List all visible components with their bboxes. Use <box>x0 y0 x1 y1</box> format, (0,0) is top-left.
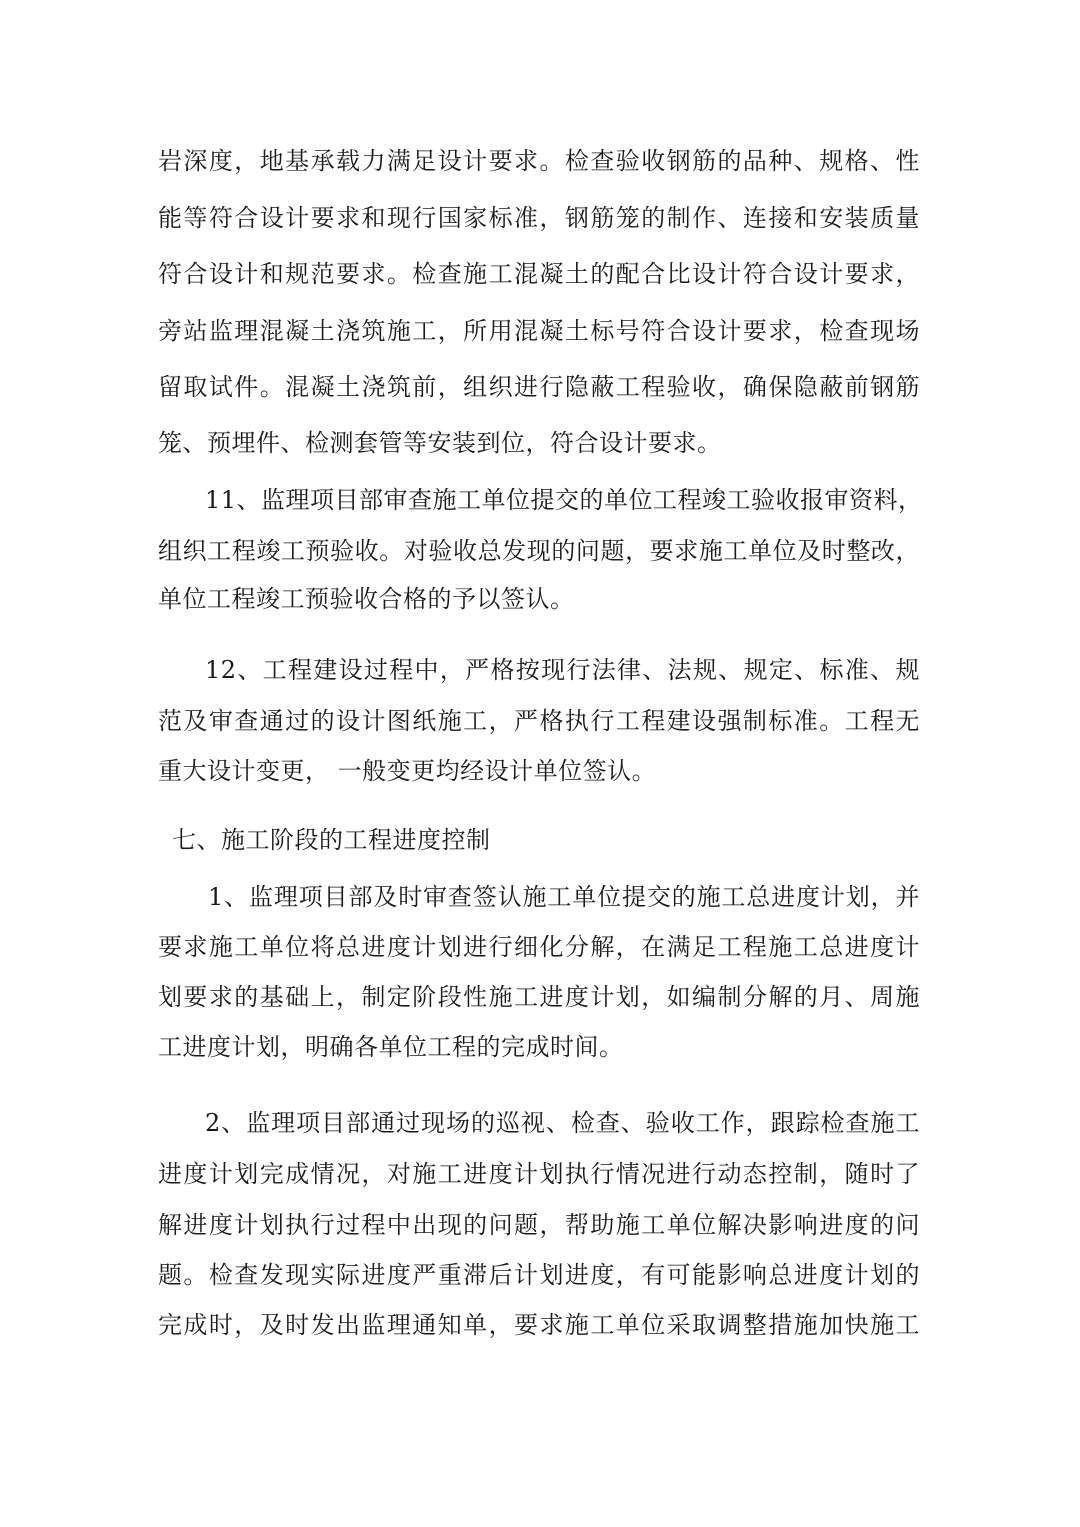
text-line: 符合设计和规范要求。检查施工混凝土的配合比设计符合设计要求， <box>158 260 920 288</box>
section-heading: 七、施工阶段的工程进度控制 <box>172 826 491 854</box>
text-line: 1、监理项目部及时审查签认施工单位提交的施工总进度计划，并 <box>208 883 920 911</box>
text-line: 岩深度，地基承载力满足设计要求。检查验收钢筋的品种、规格、性 <box>158 147 920 175</box>
text-line: 重大设计变更， 一般变更均经设计单位签认。 <box>158 757 657 785</box>
text-line: 2、监理项目部通过现场的巡视、检查、验收工作，跟踪检查施工 <box>205 1109 920 1137</box>
text-line: 旁站监理混凝土浇筑施工，所用混凝土标号符合设计要求，检查现场 <box>158 317 920 345</box>
text-line: 留取试件。混凝土浇筑前，组织进行隐蔽工程验收，确保隐蔽前钢筋 <box>158 373 920 401</box>
text-line: 12、工程建设过程中，严格按现行法律、法规、规定、标准、规 <box>205 656 920 684</box>
text-line: 解进度计划执行过程中出现的问题，帮助施工单位解决影响进度的问 <box>158 1211 920 1239</box>
text-line: 11、监理项目部审查施工单位提交的单位工程竣工验收报审资料， <box>205 486 923 514</box>
text-line: 组织工程竣工预验收。对验收总发现的问题，要求施工单位及时整改， <box>158 537 920 565</box>
text-line: 笼、预埋件、检测套管等安装到位，符合设计要求。 <box>158 429 722 457</box>
text-line: 题。检查发现实际进度严重滞后计划进度，有可能影响总进度计划的 <box>158 1261 920 1289</box>
text-line: 要求施工单位将总进度计划进行细化分解，在满足工程施工总进度计 <box>158 933 920 961</box>
text-line: 完成时，及时发出监理通知单，要求施工单位采取调整措施加快施工 <box>158 1311 920 1339</box>
text-line: 划要求的基础上，制定阶段性施工进度计划，如编制分解的月、周施 <box>158 983 920 1011</box>
text-line: 工进度计划，明确各单位工程的完成时间。 <box>158 1033 624 1061</box>
text-line: 进度计划完成情况，对施工进度计划执行情况进行动态控制，随时了 <box>158 1160 920 1188</box>
text-line: 能等符合设计要求和现行国家标准，钢筋笼的制作、连接和安装质量 <box>158 204 920 232</box>
text-line: 范及审查通过的设计图纸施工，严格执行工程建设强制标准。工程无 <box>158 707 920 735</box>
text-line: 单位工程竣工预验收合格的予以签认。 <box>158 585 575 613</box>
